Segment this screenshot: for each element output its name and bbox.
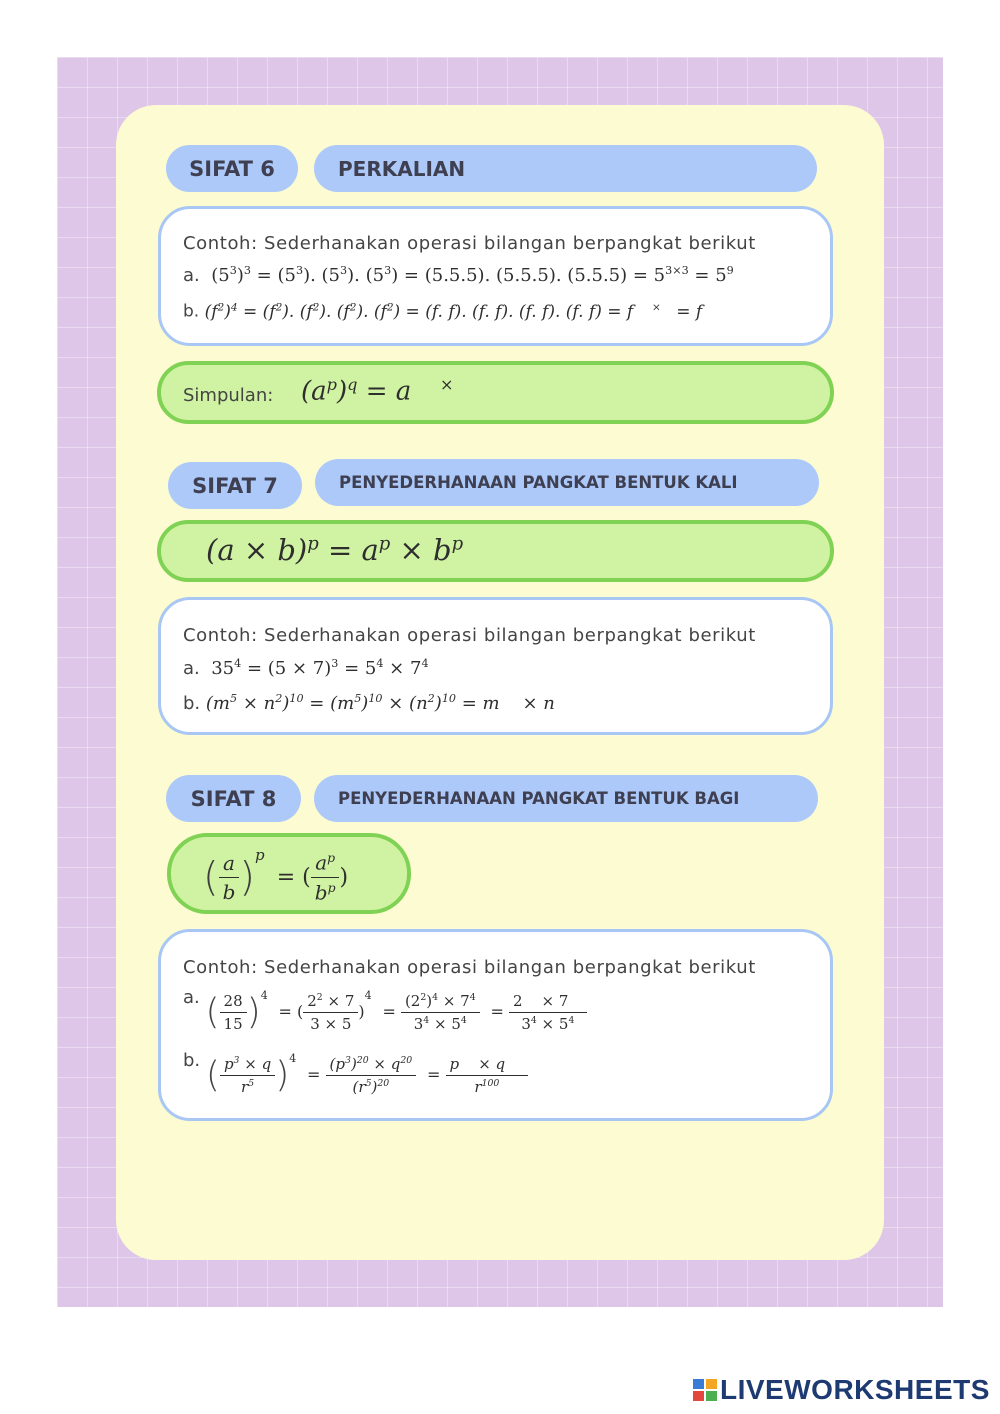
sifat-6-intro: Contoh: Sederhanakan operasi bilangan berpangkat berikut — [183, 233, 756, 254]
sifat-7-tag — [168, 462, 302, 509]
sifat-7-b-label: b. — [183, 693, 201, 714]
sifat-8-tag — [166, 775, 301, 822]
sifat-6-a-label: a. — [183, 265, 200, 286]
sifat-7-b-math: $(m^5 \times n^2)^{10} = (m^5)^{10} \times (n^2)^{10} = m$ × n — [205, 692, 555, 714]
sifat-6-simpulan-box — [157, 361, 834, 424]
sifat-7-example-b — [183, 692, 555, 714]
sifat-8-formula-box — [167, 833, 411, 914]
sifat-7-tag-text: SIFAT 7 — [192, 473, 278, 498]
sifat-8-a-label: a. — [183, 987, 200, 1008]
sifat-8-formula: ( $\frac{a}{b}$ )$^p$ = ( $\frac{a^p}{b^p}$ ) — [203, 846, 349, 905]
sifat-8-b-label: b. — [183, 1050, 201, 1071]
sifat-7-title-text: PENYEDERHANAAN PANGKAT BENTUK KALI — [339, 473, 738, 492]
sifat-7-formula-box — [157, 520, 834, 582]
sifat-6-a-math: $(5^3)^3 = (5^3)$. $(5^3)$. $(5^3) = (5.5.5)$. (5.5.5). $(5.5.5) = 5^{3\times 3} = 5^9$ — [205, 264, 734, 286]
sifat-8-example-b: b. ( $\frac{p^3 \times q}{r^5}$ )$^4$ = $\frac{(p^3)^{20} \times q^{20}}{(r^5)^{20}}$ = $\frac{p \times q}{r^{100}}$ — [183, 1050, 528, 1096]
sifat-6-title — [314, 145, 817, 192]
sifat-6-simpulan-label: Simpulan: — [183, 385, 274, 406]
sifat-6-example-a — [183, 264, 734, 286]
sifat-8-title — [314, 775, 818, 822]
sifat-8-example-box — [158, 929, 833, 1121]
sifat-6-title-text: PERKALIAN — [338, 156, 466, 181]
sifat-8-intro: Contoh: Sederhanakan operasi bilangan berpangkat berikut — [183, 957, 756, 978]
liveworksheets-logo-text: LIVEWORKSHEETS — [720, 1374, 990, 1405]
sifat-6-tag — [166, 145, 298, 192]
sifat-8-title-text: PENYEDERHANAAN PANGKAT BENTUK BAGI — [338, 789, 740, 808]
liveworksheets-logo[interactable] — [692, 1374, 990, 1406]
sifat-7-title — [315, 459, 819, 506]
sifat-7-example-a — [183, 657, 429, 679]
sifat-6-tag-text: SIFAT 6 — [189, 156, 275, 181]
sifat-6-example-b — [183, 301, 702, 322]
sifat-7-example-box — [158, 597, 833, 735]
sifat-7-formula: $(a \times b)^p = a^p \times b^p$ — [206, 533, 464, 567]
sifat-7-a-math: $35^4 = (5 \times 7)^3 = 5^4 \times 7^4$ — [205, 657, 429, 679]
sifat-8-example-a: a. ( $\frac{28}{15}$ )$^4$ = ( $\frac{2^2 \times 7}{3 \times 5}$ )$^4$ = $\frac{(2^2)^4 \times 7^4}{3^4 \times 5^4}$ = $\frac{2 \times 7}{3^4 \times 5^4}$ — [183, 987, 587, 1033]
sifat-6-b-math: $(f^2)^4 = (f^2)$. $(f^2)$. $(f^2)$. $(f^2) = (f$. f). (f. f). (f. f). (f. f) = f × = f — [204, 301, 703, 322]
liveworksheets-logo-icon — [692, 1378, 718, 1402]
sifat-6-simpulan-formula: $(a^p)^q = a$ × — [301, 375, 454, 407]
sifat-6-example-box — [158, 206, 833, 346]
sifat-7-a-label: a. — [183, 658, 200, 679]
sifat-8-tag-text: SIFAT 8 — [190, 786, 277, 811]
sifat-7-intro: Contoh: Sederhanakan operasi bilangan berpangkat berikut — [183, 625, 756, 646]
sifat-6-b-label: b. — [183, 301, 200, 322]
